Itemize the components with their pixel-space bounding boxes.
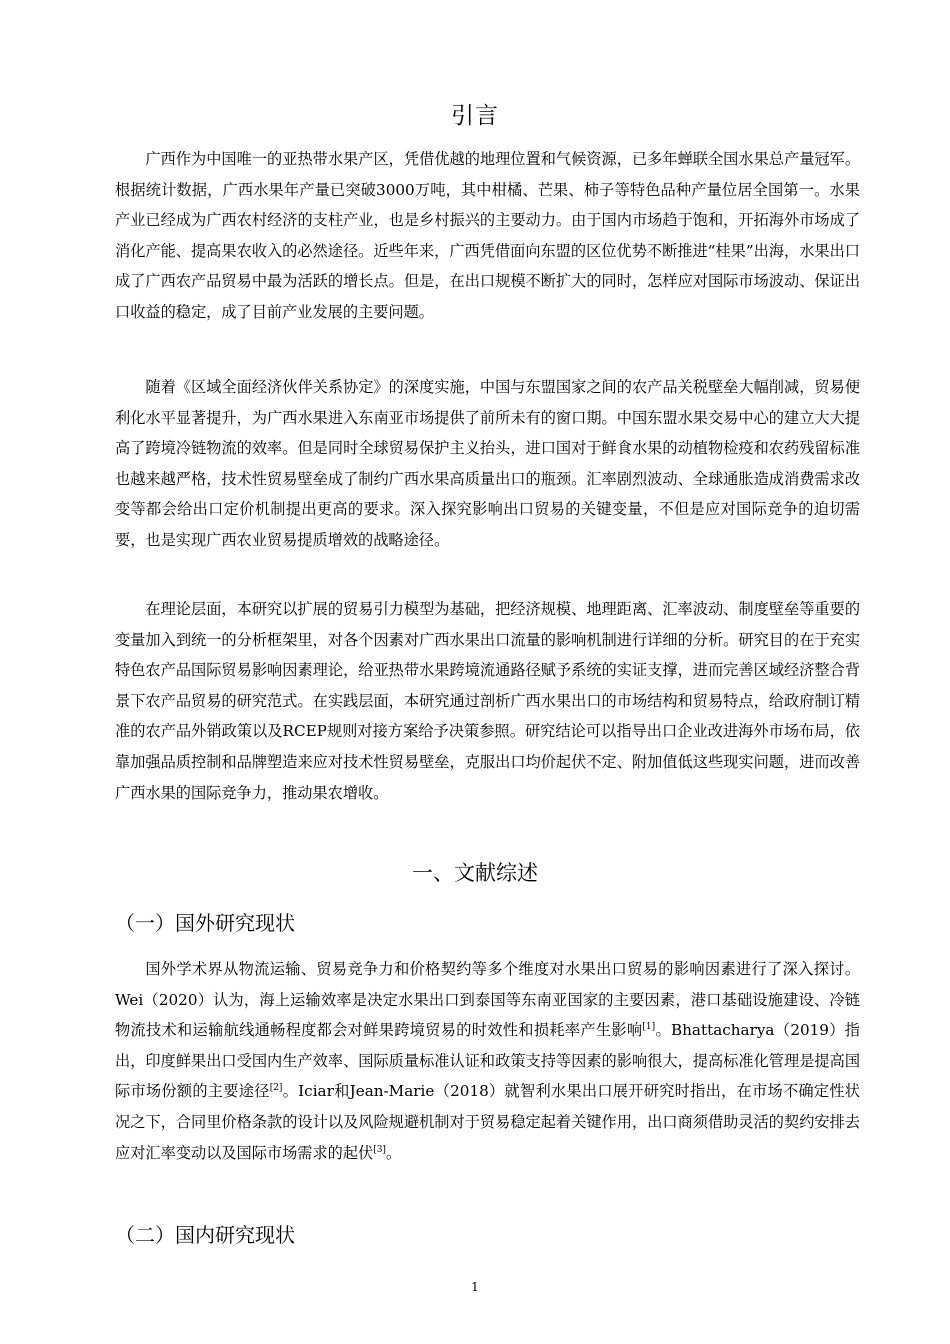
foreign-text-a: 国外学术界从物流运输、贸易竞争力和价格契约等多个维度对水果出口贸易的影响因素进行了深入探讨。Wei（2020）认为，海上运输效率是决定水果出口到泰国等东南亚国家的主要因素，港口基础设施建设、冷链物流技术和运输航线通畅程度都会对鲜果跨境贸易的时效性和损耗率产生影响 [115, 960, 860, 1040]
intro-paragraph-1: 广西作为中国唯一的亚热带水果产区，凭借优越的地理位置和气候资源，已多年蝉联全国水果总产量冠军。根据统计数据，广西水果年产量已突破3000万吨，其中柑橘、芒果、柿子等特色品种产量位居全国第一。水果产业已经成为广西农村经济的支柱产业，也是乡村振兴的主要动力。由于国内市场趋于饱和，开拓海外市场成了消化产能、提高果农收入的必然途径。近些年来，广西凭借面向东盟的区位优势不断推进“桂果”出海，水果出口成了广西农产品贸易中最为活跃的增长点。但是，在出口规模不断扩大的同时，怎样应对国际市场波动、保证出口收益的稳定，成了目前产业发展的主要问题。 [115, 150, 860, 321]
citation-2[interactable]: [2] [269, 1083, 283, 1094]
subsection-heading-foreign: （一）国外研究现状 [115, 911, 295, 935]
citation-3[interactable]: [3] [373, 1144, 386, 1155]
page-title: 引言 [451, 103, 499, 129]
intro-paragraph-3: 在理论层面，本研究以扩展的贸易引力模型为基础，把经济规模、地理距离、汇率波动、制度壁垒等重要的变量加入到统一的分析框架里，对各个因素对广西水果出口流量的影响机制进行详细的分析。研究目的在于充实特色农产品国际贸易影响因素理论，给亚热带水果跨境流通路径赋予系统的实证支撑，进而完善区域经济整合背景下农产品贸易的研究范式。在实践层面，本研究通过剖析广西水果出口的市场结构和贸易特点，给政府制订精准的农产品外销政策以及RCEP规则对接方案给予决策参照。研究结论可以指导出口企业改进海外市场布局，依靠加强品质控制和品牌塑造来应对技术性贸易壁垒，克服出口均价起伏不定、附加值低这些现实问题，进而改善广西水果的国际竞争力，推动果农增收。 [115, 600, 860, 802]
foreign-text-c: 。Iciar和Jean-Marie（2018）就智利水果出口展开研究时指出，在市场不确定性状况之下，合同里价格条款的设计以及风险规避机制对于贸易稳定起着关键作用，出口商须借助灵活的契约安排去应对汇率变动以及国际市场需求的起伏 [115, 1082, 860, 1162]
foreign-research-paragraph [115, 954, 860, 1168]
section-heading-literature-review: 一、文献综述 [412, 861, 538, 885]
foreign-text-b: 。Bhattacharya（2019）指出，印度鲜果出口受国内生产效率、国际质量标准认证和政策支持等因素的影响很大，提高标准化管理是提高国际市场份额的主要途径 [115, 1021, 860, 1101]
foreign-text-d: 。 [385, 1143, 402, 1162]
citation-1[interactable]: [1] [642, 1022, 656, 1033]
page-number: 1 [471, 1280, 479, 1294]
intro-paragraph-2: 随着《区域全面经济伙伴关系协定》的深度实施，中国与东盟国家之间的农产品关税壁垒大幅削减，贸易便利化水平显著提升，为广西水果进入东南亚市场提供了前所未有的窗口期。中国东盟水果交易中心的建立大大提高了跨境冷链物流的效率。但是同时全球贸易保护主义抬头，进口国对于鲜食水果的动植物检疫和农药残留标准也越来越严格，技术性贸易壁垒成了制约广西水果高质量出口的瓶颈。汇率剧烈波动、全球通胀造成消费需求改变等都会给出口定价机制提出更高的要求。深入探究影响出口贸易的关键变量，不但是应对国际竞争的迫切需要，也是实现广西农业贸易提质增效的战略途径。 [115, 378, 860, 549]
subsection-heading-domestic: （二）国内研究现状 [115, 1223, 295, 1247]
